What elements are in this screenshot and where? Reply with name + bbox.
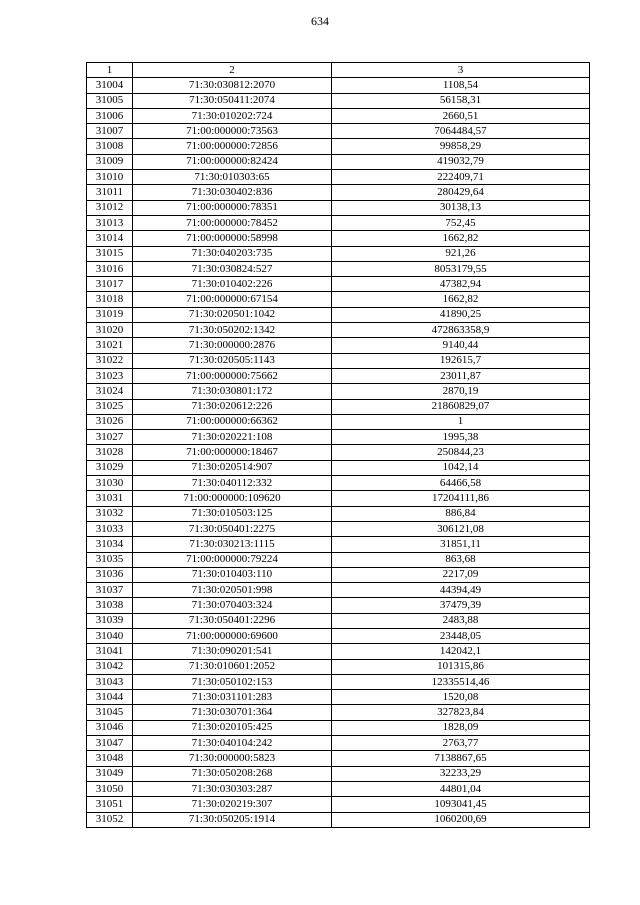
- cadastral-number-cell: 71:30:020105:425: [133, 720, 332, 735]
- table-row: [87, 613, 590, 628]
- cadastral-number-cell: 71:00:000000:78351: [133, 200, 332, 215]
- row-number-cell: 31043: [87, 674, 133, 689]
- value-cell: 472863358,9: [332, 323, 590, 338]
- table-row: [87, 460, 590, 475]
- row-number-cell: 31011: [87, 185, 133, 200]
- cadastral-number-cell: 71:30:010303:65: [133, 170, 332, 185]
- cadastral-number-cell: 71:30:040112:332: [133, 476, 332, 491]
- table-row: [87, 751, 590, 766]
- row-number-cell: 31049: [87, 766, 133, 781]
- cadastral-number-cell: 71:30:000000:5823: [133, 751, 332, 766]
- row-number-cell: 31050: [87, 781, 133, 796]
- table-row: [87, 720, 590, 735]
- value-cell: 2483,88: [332, 613, 590, 628]
- row-number-cell: 31035: [87, 552, 133, 567]
- table-row: [87, 200, 590, 215]
- table-row: [87, 185, 590, 200]
- row-number-cell: 31029: [87, 460, 133, 475]
- cadastral-number-cell: 71:30:030824:527: [133, 261, 332, 276]
- table-row: [87, 78, 590, 93]
- table-row: [87, 307, 590, 322]
- table-row: [87, 277, 590, 292]
- row-number-cell: 31009: [87, 154, 133, 169]
- row-number-cell: 31042: [87, 659, 133, 674]
- row-number-cell: 31018: [87, 292, 133, 307]
- cadastral-number-cell: 71:30:050401:2296: [133, 613, 332, 628]
- row-number-cell: 31010: [87, 170, 133, 185]
- value-cell: 37479,39: [332, 598, 590, 613]
- cadastral-number-cell: 71:00:000000:58998: [133, 231, 332, 246]
- cadastral-number-cell: 71:30:010202:724: [133, 108, 332, 123]
- cadastral-number-cell: 71:00:000000:78452: [133, 215, 332, 230]
- row-number-cell: 31017: [87, 277, 133, 292]
- value-cell: 47382,94: [332, 277, 590, 292]
- cadastral-number-cell: 71:30:030402:836: [133, 185, 332, 200]
- value-cell: 8053179,55: [332, 261, 590, 276]
- table-row: [87, 215, 590, 230]
- table-row: [87, 445, 590, 460]
- cadastral-number-cell: 71:30:050401:2275: [133, 521, 332, 536]
- cadastral-number-cell: 71:30:020501:998: [133, 583, 332, 598]
- value-cell: 1093041,45: [332, 797, 590, 812]
- value-cell: 886,84: [332, 506, 590, 521]
- table-row: [87, 598, 590, 613]
- value-cell: 1520,08: [332, 690, 590, 705]
- value-cell: 142042,1: [332, 644, 590, 659]
- cadastral-number-cell: 71:30:020221:108: [133, 430, 332, 445]
- value-cell: 419032,79: [332, 154, 590, 169]
- value-cell: 41890,25: [332, 307, 590, 322]
- value-cell: 21860829,07: [332, 399, 590, 414]
- row-number-cell: 31023: [87, 368, 133, 383]
- value-cell: 30138,13: [332, 200, 590, 215]
- table-row: [87, 674, 590, 689]
- value-cell: 192615,7: [332, 353, 590, 368]
- cadastral-number-cell: 71:30:020505:1143: [133, 353, 332, 368]
- value-cell: 1995,38: [332, 430, 590, 445]
- table-row: [87, 476, 590, 491]
- row-number-cell: 31030: [87, 476, 133, 491]
- table-row: [87, 690, 590, 705]
- row-number-cell: 31012: [87, 200, 133, 215]
- value-cell: 1: [332, 414, 590, 429]
- cadastral-number-cell: 71:00:000000:79224: [133, 552, 332, 567]
- table-row: [87, 154, 590, 169]
- table-row: [87, 414, 590, 429]
- value-cell: 921,26: [332, 246, 590, 261]
- cadastral-number-cell: 71:30:031101:283: [133, 690, 332, 705]
- row-number-cell: 31006: [87, 108, 133, 123]
- row-number-cell: 31008: [87, 139, 133, 154]
- cadastral-number-cell: 71:30:000000:2876: [133, 338, 332, 353]
- value-cell: 280429,64: [332, 185, 590, 200]
- value-cell: 99858,29: [332, 139, 590, 154]
- cadastral-number-cell: 71:30:010402:226: [133, 277, 332, 292]
- row-number-cell: 31034: [87, 537, 133, 552]
- value-cell: 1662,82: [332, 231, 590, 246]
- table-row: [87, 583, 590, 598]
- table-row: [87, 108, 590, 123]
- row-number-cell: 31044: [87, 690, 133, 705]
- table-row: [87, 368, 590, 383]
- row-number-cell: 31025: [87, 399, 133, 414]
- cadastral-number-cell: 71:30:010403:110: [133, 567, 332, 582]
- table-row: [87, 812, 590, 827]
- row-number-cell: 31040: [87, 628, 133, 643]
- table-row: [87, 338, 590, 353]
- value-cell: 2217,09: [332, 567, 590, 582]
- row-number-cell: 31021: [87, 338, 133, 353]
- value-cell: 250844,23: [332, 445, 590, 460]
- row-number-cell: 31027: [87, 430, 133, 445]
- cadastral-number-cell: 71:30:040104:242: [133, 736, 332, 751]
- table-row: [87, 292, 590, 307]
- value-cell: 1662,82: [332, 292, 590, 307]
- row-number-cell: 31019: [87, 307, 133, 322]
- cadastral-number-cell: 71:30:050411:2074: [133, 93, 332, 108]
- table-row: [87, 261, 590, 276]
- value-cell: 2763,77: [332, 736, 590, 751]
- table-row: [87, 139, 590, 154]
- table-row: [87, 231, 590, 246]
- table-row: [87, 797, 590, 812]
- cadastral-number-cell: 71:00:000000:69600: [133, 628, 332, 643]
- table-row: [87, 506, 590, 521]
- row-number-cell: 31041: [87, 644, 133, 659]
- cadastral-number-cell: 71:00:000000:67154: [133, 292, 332, 307]
- cadastral-number-cell: 71:30:050102:153: [133, 674, 332, 689]
- row-number-cell: 31004: [87, 78, 133, 93]
- cadastral-number-cell: 71:30:030303:287: [133, 781, 332, 796]
- table-row: [87, 781, 590, 796]
- table-row: [87, 384, 590, 399]
- table-row: [87, 124, 590, 139]
- value-cell: 327823,84: [332, 705, 590, 720]
- table-row: [87, 430, 590, 445]
- cadastral-number-cell: 71:30:010503:125: [133, 506, 332, 521]
- row-number-cell: 31015: [87, 246, 133, 261]
- cadastral-number-cell: 71:30:030213:1115: [133, 537, 332, 552]
- value-cell: 23448,05: [332, 628, 590, 643]
- table-row: [87, 537, 590, 552]
- row-number-cell: 31014: [87, 231, 133, 246]
- value-cell: 7138867,65: [332, 751, 590, 766]
- table-row: [87, 491, 590, 506]
- cadastral-number-cell: 71:00:000000:82424: [133, 154, 332, 169]
- value-cell: 752,45: [332, 215, 590, 230]
- cadastral-number-cell: 71:30:020219:307: [133, 797, 332, 812]
- cadastral-table: [86, 62, 590, 828]
- value-cell: 32233,29: [332, 766, 590, 781]
- cadastral-number-cell: 71:00:000000:18467: [133, 445, 332, 460]
- value-cell: 44394,49: [332, 583, 590, 598]
- table-row: [87, 736, 590, 751]
- column-header-2: 2: [133, 63, 332, 78]
- table-row: [87, 766, 590, 781]
- cadastral-number-cell: 71:30:030812:2070: [133, 78, 332, 93]
- table-row: [87, 93, 590, 108]
- row-number-cell: 31048: [87, 751, 133, 766]
- row-number-cell: 31037: [87, 583, 133, 598]
- table-row: [87, 323, 590, 338]
- row-number-cell: 31045: [87, 705, 133, 720]
- table-row: [87, 170, 590, 185]
- value-cell: 306121,08: [332, 521, 590, 536]
- table-row: [87, 628, 590, 643]
- cadastral-number-cell: 71:30:050208:268: [133, 766, 332, 781]
- cadastral-number-cell: 71:00:000000:66362: [133, 414, 332, 429]
- table-row: [87, 659, 590, 674]
- value-cell: 863,68: [332, 552, 590, 567]
- cadastral-number-cell: 71:30:050202:1342: [133, 323, 332, 338]
- cadastral-number-cell: 71:00:000000:72856: [133, 139, 332, 154]
- row-number-cell: 31046: [87, 720, 133, 735]
- cadastral-number-cell: 71:30:010601:2052: [133, 659, 332, 674]
- table-header-row: [87, 63, 590, 78]
- column-header-1: 1: [87, 63, 133, 78]
- table-row: [87, 399, 590, 414]
- row-number-cell: 31047: [87, 736, 133, 751]
- row-number-cell: 31020: [87, 323, 133, 338]
- value-cell: 7064484,57: [332, 124, 590, 139]
- cadastral-number-cell: 71:30:030701:364: [133, 705, 332, 720]
- table-row: [87, 644, 590, 659]
- row-number-cell: 31052: [87, 812, 133, 827]
- value-cell: 17204111,86: [332, 491, 590, 506]
- cadastral-number-cell: 71:00:000000:75662: [133, 368, 332, 383]
- value-cell: 56158,31: [332, 93, 590, 108]
- cadastral-number-cell: 71:30:020501:1042: [133, 307, 332, 322]
- row-number-cell: 31028: [87, 445, 133, 460]
- column-header-3: 3: [332, 63, 590, 78]
- table-row: [87, 552, 590, 567]
- row-number-cell: 31024: [87, 384, 133, 399]
- page-number: 634: [311, 14, 329, 28]
- row-number-cell: 31036: [87, 567, 133, 582]
- value-cell: 9140,44: [332, 338, 590, 353]
- value-cell: 1060200,69: [332, 812, 590, 827]
- value-cell: 31851,11: [332, 537, 590, 552]
- value-cell: 1108,54: [332, 78, 590, 93]
- cadastral-number-cell: 71:30:040203:735: [133, 246, 332, 261]
- value-cell: 23011,87: [332, 368, 590, 383]
- table-row: [87, 521, 590, 536]
- cadastral-number-cell: 71:30:020514:907: [133, 460, 332, 475]
- row-number-cell: 31051: [87, 797, 133, 812]
- row-number-cell: 31031: [87, 491, 133, 506]
- row-number-cell: 31039: [87, 613, 133, 628]
- value-cell: 12335514,46: [332, 674, 590, 689]
- table-row: [87, 567, 590, 582]
- cadastral-number-cell: 71:30:070403:324: [133, 598, 332, 613]
- cadastral-number-cell: 71:00:000000:109620: [133, 491, 332, 506]
- value-cell: 1042,14: [332, 460, 590, 475]
- value-cell: 222409,71: [332, 170, 590, 185]
- value-cell: 1828,09: [332, 720, 590, 735]
- cadastral-number-cell: 71:30:030801:172: [133, 384, 332, 399]
- table-row: [87, 353, 590, 368]
- cadastral-number-cell: 71:00:000000:73563: [133, 124, 332, 139]
- value-cell: 101315,86: [332, 659, 590, 674]
- row-number-cell: 31016: [87, 261, 133, 276]
- row-number-cell: 31022: [87, 353, 133, 368]
- table-row: [87, 705, 590, 720]
- row-number-cell: 31007: [87, 124, 133, 139]
- value-cell: 2660,51: [332, 108, 590, 123]
- cadastral-number-cell: 71:30:090201:541: [133, 644, 332, 659]
- table-row: [87, 246, 590, 261]
- value-cell: 64466,58: [332, 476, 590, 491]
- row-number-cell: 31013: [87, 215, 133, 230]
- row-number-cell: 31026: [87, 414, 133, 429]
- value-cell: 2870,19: [332, 384, 590, 399]
- table-body: [87, 78, 590, 828]
- row-number-cell: 31005: [87, 93, 133, 108]
- value-cell: 44801,04: [332, 781, 590, 796]
- row-number-cell: 31033: [87, 521, 133, 536]
- row-number-cell: 31038: [87, 598, 133, 613]
- cadastral-number-cell: 71:30:020612:226: [133, 399, 332, 414]
- cadastral-number-cell: 71:30:050205:1914: [133, 812, 332, 827]
- row-number-cell: 31032: [87, 506, 133, 521]
